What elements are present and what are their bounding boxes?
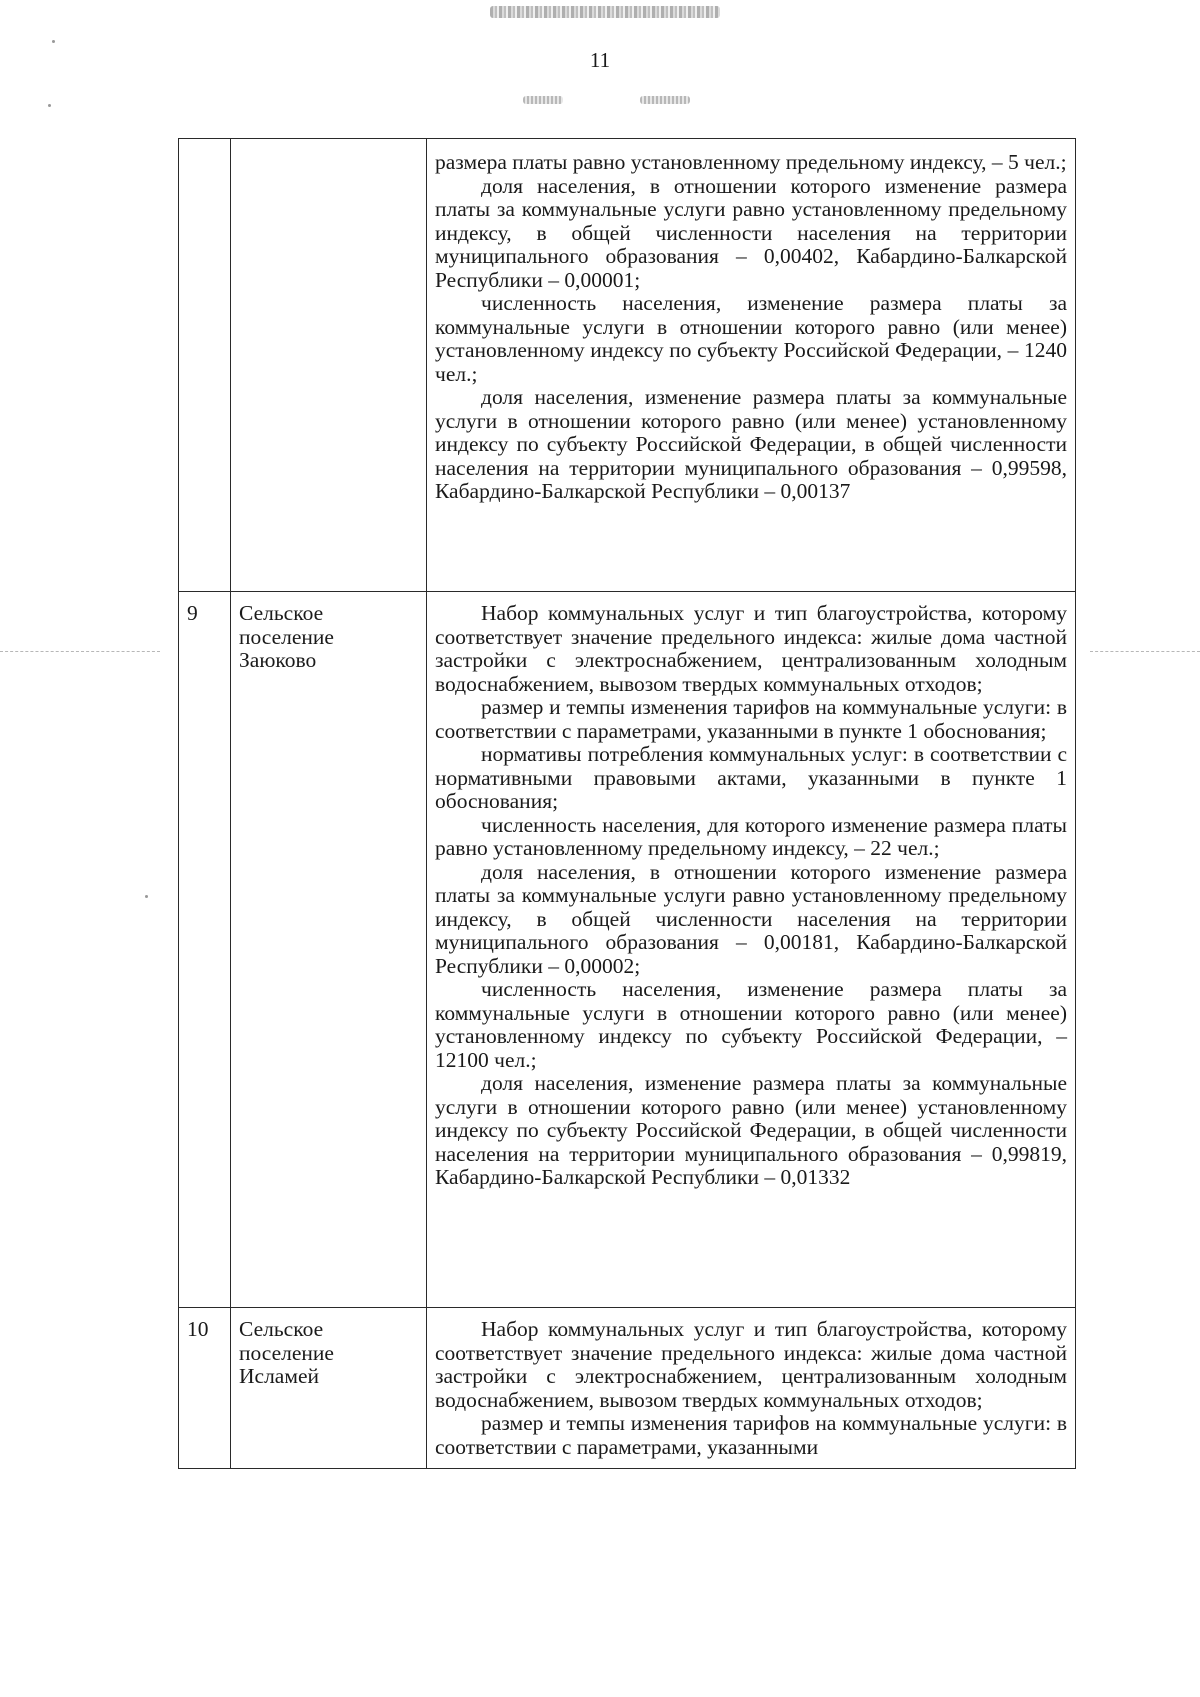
- page-number: 11: [589, 48, 611, 72]
- scan-artifact-top: [490, 6, 720, 18]
- paragraph: Набор коммунальных услуг и тип благоустройства, которому соответствует значение предельного индекса: жилые дома частной застройки с электроснабжением, централизованным холодным водоснабжением, вывозом твердых коммунальных отходов;: [435, 1317, 1067, 1412]
- table-row: [179, 592, 1076, 1308]
- paragraph: размера платы равно установленному предельному индексу, – 5 чел.;: [435, 150, 1067, 174]
- settlement-name-cell: Сельское поселение Заюково: [231, 592, 427, 1308]
- row-number-cell: 9: [179, 592, 231, 1308]
- fold-line-left: [0, 651, 160, 652]
- paragraph: доля населения, изменение размера платы за коммунальные услуги в отношении которого равно (или менее) установленному индексу по субъекту Российской Федерации, в общей численности населения на территории муниципального образования – 0,99819, Кабардино-Балкарской Республики – 0,01332: [435, 1071, 1067, 1189]
- scan-artifact-dot: [145, 895, 148, 898]
- paragraph: доля населения, в отношении которого изменение размера платы за коммунальные услуги равно установленному предельному индексу, в общей численности населения на территории муниципального образования – 0,00402, Кабардино-Балкарской Республики – 0,00001;: [435, 173, 1067, 292]
- scan-artifact-smudge-left: [523, 96, 563, 104]
- row-number-cell: [179, 139, 231, 592]
- table-row: [179, 139, 1076, 592]
- settlement-name-cell: [231, 139, 427, 592]
- table-row: [179, 1308, 1076, 1469]
- scan-artifact-smudge-right: [640, 96, 690, 104]
- scan-artifact-dot: [52, 40, 55, 43]
- description-cell: [427, 592, 1076, 1308]
- paragraph: нормативы потребления коммунальных услуг: в соответствии с нормативными правовыми актами, указанными в пункте 1 обоснования;: [435, 742, 1067, 813]
- paragraph: доля населения, изменение размера платы за коммунальные услуги в отношении которого равно (или менее) установленному индексу по субъекту Российской Федерации, в общей численности населения на территории муниципального образования – 0,99598, Кабардино-Балкарской Республики – 0,00137: [435, 385, 1067, 503]
- row-number-cell: 10: [179, 1308, 231, 1469]
- settlement-name-cell: Сельское поселение Исламей: [231, 1308, 427, 1469]
- paragraph: численность населения, изменение размера платы за коммунальные услуги в отношении которого равно (или менее) установленному индексу по субъекту Российской Федерации, – 12100 чел.;: [435, 977, 1067, 1072]
- paragraph: численность населения, для которого изменение размера платы равно установленному предельному индексу, – 22 чел.;: [435, 812, 1067, 860]
- scan-artifact-dot: [48, 104, 51, 107]
- fold-line-right: [1090, 651, 1200, 652]
- indicator-table: [178, 138, 1076, 1469]
- paragraph: численность населения, изменение размера платы за коммунальные услуги в отношении которого равно (или менее) установленному индексу по субъекту Российской Федерации, – 1240 чел.;: [435, 291, 1067, 386]
- paragraph: размер и темпы изменения тарифов на коммунальные услуги: в соответствии с параметрами, указанными в пункте 1 обоснования;: [435, 695, 1067, 743]
- description-cell: [427, 139, 1076, 592]
- paragraph: размер и темпы изменения тарифов на коммунальные услуги: в соответствии с параметрами, указанными: [435, 1411, 1067, 1459]
- paragraph: Набор коммунальных услуг и тип благоустройства, которому соответствует значение предельного индекса: жилые дома частной застройки с электроснабжением, централизованным холодным водоснабжением, вывозом твердых коммунальных отходов;: [435, 601, 1067, 696]
- paragraph: доля населения, в отношении которого изменение размера платы за коммунальные услуги равно установленному предельному индексу, в общей численности населения на территории муниципального образования – 0,00181, Кабардино-Балкарской Республики – 0,00002;: [435, 859, 1067, 978]
- description-cell: [427, 1308, 1076, 1469]
